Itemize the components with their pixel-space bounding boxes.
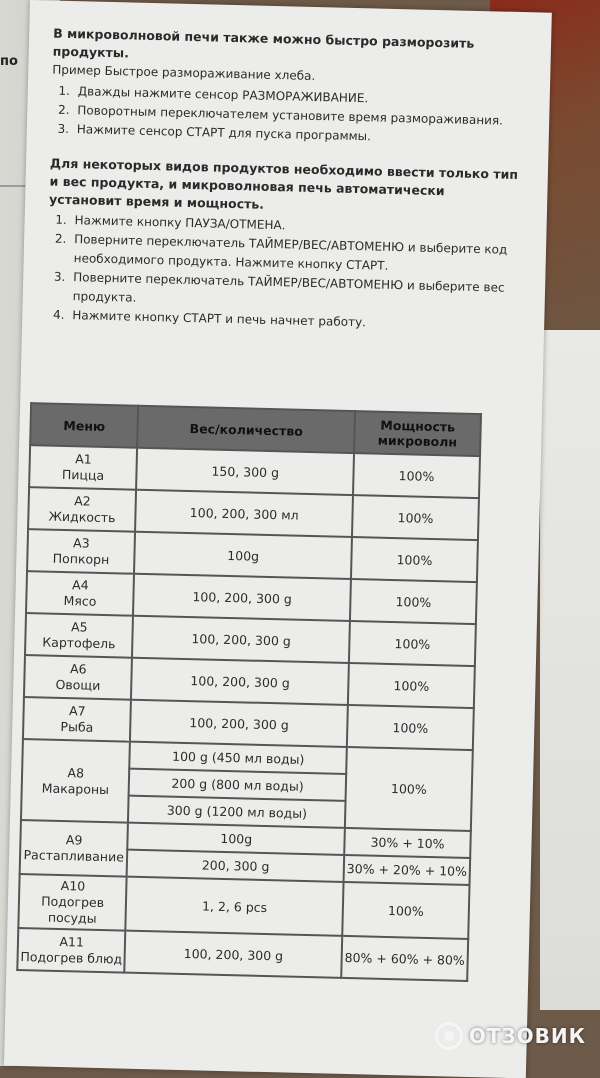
power-cell: 100% (348, 663, 475, 708)
otzovik-logo-icon (435, 1022, 463, 1050)
automenu-section (46, 155, 520, 336)
menu-code: A2 (74, 493, 91, 509)
weight-cell: 200 g (800 мл воды) (129, 769, 346, 801)
menu-cell (27, 529, 135, 574)
power-cell: 100% (345, 747, 473, 831)
menu-name: Подогрев посуды (41, 893, 105, 926)
automenu-step: 2. Поверните переключатель ТАЙМЕР/ВЕС/АВТОМЕНЮ и выберите код необходимого продукта. Нажмите кнопку СТАРТ. (69, 230, 518, 279)
automenu-step: 4. Нажмите кнопку СТАРТ и печь начнет работу. (68, 306, 516, 336)
menu-name: Рыба (60, 718, 94, 735)
power-cell: 100% (351, 537, 478, 582)
defrost-example: Пример Быстрое размораживание хлеба. (52, 62, 316, 83)
power-cell: 100% (349, 621, 476, 666)
defrost-step: 1. Дважды нажмите сенсор РАЗМОРАЖИВАНИЕ. (74, 82, 522, 112)
weight-cell: 300 g (1200 мл воды) (128, 796, 345, 828)
automenu-step: 3. Поверните переключатель ТАЙМЕР/ВЕС/АВТОМЕНЮ и выберите вес продукта. (69, 268, 518, 317)
automenu-heading: Для некоторых видов продуктов необходимо ввести только тип и вес продукта, и микроволновая печь автоматически установит время и мощность. (48, 155, 519, 212)
menu-code: A8 (67, 764, 85, 781)
header-menu: Меню (30, 403, 138, 448)
menu-name: Макароны (41, 780, 110, 797)
defrost-step: 3. Нажмите сенсор СТАРТ для пуска программы. (73, 120, 521, 150)
menu-cell (26, 571, 134, 616)
menu-name: Подогрев блюд (20, 949, 123, 967)
background-paper-stack (540, 330, 600, 1010)
menu-cell (28, 487, 136, 532)
defrost-section (51, 25, 524, 150)
weight-cell: 100, 200, 300 g (131, 658, 349, 705)
menu-name: Пицца (61, 466, 105, 483)
menu-code: A9 (65, 832, 83, 848)
automenu-steps (46, 211, 519, 336)
watermark (435, 1022, 586, 1050)
menu-cell (25, 613, 133, 658)
power-cell: 100% (347, 705, 474, 750)
menu-code: A5 (70, 619, 88, 635)
menu-cell (29, 445, 137, 490)
weight-cell: 100, 200, 300 g (125, 931, 343, 978)
weight-cell: 100g (134, 532, 352, 579)
menu-cell (23, 697, 131, 742)
menu-name: Жидкость (48, 508, 116, 526)
menu-code: A11 (59, 934, 85, 950)
power-cell: 100% (353, 453, 480, 498)
left-page-text-fragment: по (0, 54, 18, 69)
automenu-step: 1. Нажмите кнопку ПАУЗА/ОТМЕНА. (70, 211, 518, 241)
menu-code: A10 (60, 878, 86, 894)
power-cell: 30% + 10% (344, 828, 471, 858)
weight-cell: 100 g (450 мл воды) (130, 742, 347, 774)
menu-cell (18, 874, 127, 931)
weight-cell: 100g (128, 823, 345, 855)
menu-name: Картофель (42, 634, 116, 652)
manual-page (4, 0, 552, 1078)
weight-cell: 100, 200, 300 g (132, 616, 350, 663)
weight-cell: 100, 200, 300 мл (135, 490, 353, 537)
defrost-step: 2. Поворотным переключателем установите время размораживания. (73, 101, 521, 131)
header-weight: Вес/количество (137, 406, 355, 453)
defrost-heading: В микроволновой печи также можно быстро разморозить продукты. (52, 25, 475, 61)
menu-name: Попкорн (52, 550, 110, 568)
menu-name: Мясо (63, 593, 97, 609)
menu-code: A6 (69, 661, 87, 677)
power-cell: 30% + 20% + 10% (344, 855, 471, 885)
menu-code: A3 (72, 535, 90, 551)
header-power: Мощность микроволн (354, 411, 481, 456)
weight-cell: 100, 200, 300 g (130, 700, 348, 747)
menu-name: Овощи (55, 676, 101, 693)
menu-code: A7 (68, 703, 86, 719)
weight-cell: 150, 300 g (136, 448, 354, 495)
power-cell: 100% (342, 882, 469, 939)
menu-cell (24, 655, 132, 700)
menu-cell (17, 928, 125, 973)
defrost-steps (51, 82, 522, 150)
menu-cell (21, 739, 130, 823)
menu-code: A1 (75, 451, 92, 467)
page-content (46, 25, 523, 336)
menu-cell (20, 820, 129, 877)
weight-cell: 1, 2, 6 pcs (126, 877, 344, 936)
watermark-text: ОТЗОВИК (468, 1024, 586, 1048)
automenu-table (16, 402, 482, 982)
weight-cell: 100, 200, 300 g (133, 574, 351, 621)
power-cell: 100% (350, 579, 477, 624)
menu-name: Растапливание (23, 847, 125, 865)
menu-code: A4 (71, 577, 89, 593)
power-cell: 80% + 60% + 80% (341, 936, 468, 981)
power-cell: 100% (352, 495, 479, 540)
weight-cell: 200, 300 g (127, 850, 344, 882)
